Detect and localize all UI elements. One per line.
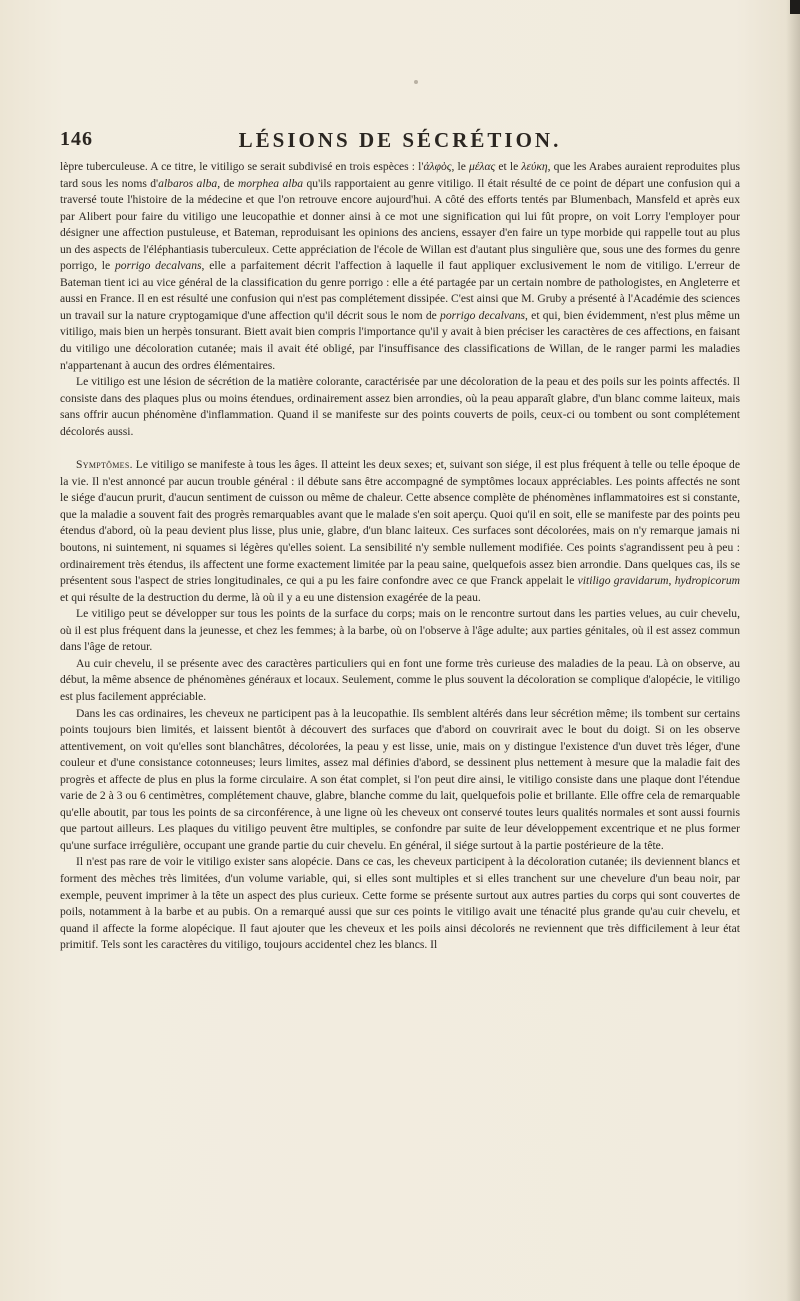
paragraph (60, 656, 740, 706)
text-run: Au cuir chevelu, il se présente avec des caractères particuliers qui en font une forme très curieuse des maladies de la peau. Là on observe, au début, la même absence de phénomènes généraux et locaux. Seulement, comme le plus souvent la décoloration se complique d'alopécie, le vitiligo est plus facilement appréciable. (60, 656, 740, 703)
text-run: , elle a parfaitement décrit l'affection à laquelle il faut appliquer exclusivement le nom de vitiligo. L'erreur de Bateman tient ici au vice général de la classification du genre porrigo : elle a été partagée par un certain nombre de pathologistes, en Angleterre et aussi en France. Il en est résulté une confusion qui n'est pas complétement dissipée. C'est ainsi que M. Gruby a présenté à l'Académie des sciences un travail sur la nature cryptogamique d'une affection qu'il décrit sous le nom de (60, 259, 740, 322)
page-header (60, 128, 740, 152)
paragraph (60, 606, 740, 656)
text-run: Le vitiligo se manifeste à tous les âges. Il atteint les deux sexes; et, suivant son siége, il est plus fréquent à telle ou telle époque de la vie. Il n'est annoncé par aucun trouble général : il débute sans être accompagné de symptômes locaux appréciables. Les points affectés ne sont le siége d'aucun prurit, d'aucun sentiment de cuisson ou même de chaleur. Cette absence complète de phénomènes inflammatoires est si constante, que la maladie a souvent fait des progrès remarquables avant que le malade s'en soit aperçu. Quoi qu'il en soit, elle se manifeste par des points peu étendus d'abord, où la peau devient plus lisse, plus unie, glabre, d'un blanc laiteux. Ces surfaces sont décolorées, mais on n'y remarque jamais ni boutons, ni suintement, ni squames si légères qu'elles soient. La sensibilité n'y semble nullement modifiée. Ces points s'agrandissent peu à peu : ordinairement très étendus, ils affectent une forme exactement limitée par la peau saine, quelquefois assez bien arrondie. Dans quelques cas, ils se présentent sous l'aspect de stries longitudinales, ce qui a pu les faire confondre avec ce que Franck appelait le (60, 458, 740, 588)
paragraph (60, 159, 740, 374)
italic-term: hydropicorum (674, 574, 740, 588)
text-run: qu'ils rapportaient au genre vitiligo. Il était résulté de ce point de départ une confusion qui a traversé toute l'histoire de la médecine et que l'on retrouve encore aujourd'hui. A côté des efforts tentés par Blumenbach, Mansfeld et après eux par Alibert pour faire du vitiligo une leucopathie et donner ainsi à ce mot une signification qui lui fût propre, on voit Lorry l'employer pour désigner une affection pustuleuse, et Bateman, reproduisant les opinions des anciens, essayer d'en faire un type morbide qui rappelle tout au plus un des aspects de l'éléphantiasis tuberculeux. Cette appréciation de l'école de Willan est d'autant plus singulière que, sous une des formes du genre porrigo, le (60, 176, 741, 273)
italic-term: albaros alba (158, 176, 218, 190)
running-title: LÉSIONS DE SÉCRÉTION. (238, 128, 562, 152)
text-run: , le (451, 160, 470, 173)
paragraph (60, 854, 740, 953)
italic-term: μέλας (469, 160, 496, 173)
italic-term: λεύκη (521, 160, 548, 173)
text-run: , (668, 574, 675, 588)
page-number: 146 (60, 128, 93, 150)
section-paragraph (60, 457, 740, 606)
italic-term: ἀλφὸς (423, 160, 452, 173)
page-edge-shadow (786, 0, 800, 1301)
paragraph (60, 374, 740, 440)
italic-term: morphea alba (237, 176, 304, 190)
text-run: lèpre tuberculeuse. A ce titre, le vitiligo se serait subdivisé en trois espèces : l' (60, 160, 424, 173)
italic-term: vitiligo gravidarum (577, 574, 669, 588)
text-run: , de (217, 176, 238, 190)
text-run: Le vitiligo peut se développer sur tous les points de la surface du corps; mais on le rencontre surtout dans les parties velues, au cuir chevelu, où il est plus fréquent dans la jeunesse, et chez les femmes; à la barbe, où on l'observe à l'âge adulte; aux parties génitales, où il est assez commun dans l'âge de retour. (60, 607, 740, 654)
paragraph (60, 706, 740, 855)
italic-term: porrigo decalvans (114, 259, 202, 273)
paper-speck (414, 80, 418, 84)
text-run: et le (495, 160, 522, 173)
section-heading: Symptômes. (76, 458, 133, 472)
text-run: Dans les cas ordinaires, les cheveux ne participent pas à la leucopathie. Ils semblent altérés dans leur sécrétion même; ils tombent sur certains points toujours bien limités, et laissent bientôt à découvert des surfaces que d'abord on couvrirait avec le bout du doigt. Si on les observe attentivement, on voit qu'elles sont blanchâtres, décolorées, la peau y est lisse, unie, mais on y distingue l'existence d'un duvet très léger, d'une couleur et d'une consistance cotonneuses; leurs limites, assez mal définies d'abord, se dessinent plus nettement à mesure que la maladie fait des progrès et affecte de plus en plus la forme circulaire. A son état complet, si l'on peut dire ainsi, le vitiligo consiste dans une plaque dont l'étendue varie de 2 à 3 ou 6 centimètres, complétement chauve, glabre, blanche comme du lait, quelquefois polie et brillante. Elle offre cela de remarquable qu'elle aboutit, par tous les points de sa circonférence, à une ligne où les cheveux ont conservé toutes leurs qualités normales et sont aussi fournis que partout ailleurs. Les plaques du vitiligo peuvent être multiples, se confondre par suite de leur développement excentrique et ne plus former qu'une surface irrégulière, occupant une grande partie du cuir chevelu. En général, il siége surtout à la partie postérieure de la tête. (60, 706, 740, 852)
body-text (60, 159, 740, 954)
text-run: Le vitiligo est une lésion de sécrétion de la matière colorante, caractérisée par une décoloration de la peau et des poils sur les points affectés. Il consiste dans des plaques plus ou moins étendues, ordinairement assez bien arrondies, où la peau apparaît glabre, d'un blanc comme laiteux, mais sans offrir aucun phénomène d'inflammation. Quand il se manifeste sur des points couverts de poils, ceux-ci ou tombent ou sont complétement décolorés aussi. (60, 375, 740, 438)
text-run: , que les Arabes auraient reproduites plus tard sous les noms d' (60, 160, 740, 190)
italic-term: porrigo decalvans (440, 308, 526, 322)
text-run: et qui résulte de la destruction du derme, là où il y a eu une distension exagérée de la peau. (60, 590, 481, 604)
text-run: Il n'est pas rare de voir le vitiligo exister sans alopécie. Dans ce cas, les cheveux participent à la décoloration cutanée; ils deviennent blancs et forment des mèches très limitées, d'un volume variable, qui, si elles sont multiples et si elles tranchent sur une chevelure d'un beau noir, par exemple, peuvent imprimer à la tête un aspect des plus curieux. Cette forme se présente surtout aux autres parties du corps qui sont couvertes de poils, notamment à la barbe et au pubis. On a remarqué aussi que sur ces points le vitiligo avait une ténacité plus grande qu'au cuir chevelu, et quand il affecte la forme alopécique. Il faut ajouter que les cheveux et les poils ainsi décolorés ne reviennent que très difficilement à leur état primitif. Tels sont les caractères du vitiligo, toujours accidentel chez les blancs. Il (60, 855, 740, 952)
text-run: , et qui, bien évidemment, n'est plus même un vitiligo, mais bien un herpès tonsurant. Biett avait bien compris l'importance qu'il y avait à bien préciser les caractères de ces affections, en faisant du vitiligo une décoloration cutanée; mais il avait été obligé, par l'insuffisance des classifications de Willan, de le ranger parmi les maladies n'appartenant à aucun des ordres élémentaires. (60, 308, 740, 372)
